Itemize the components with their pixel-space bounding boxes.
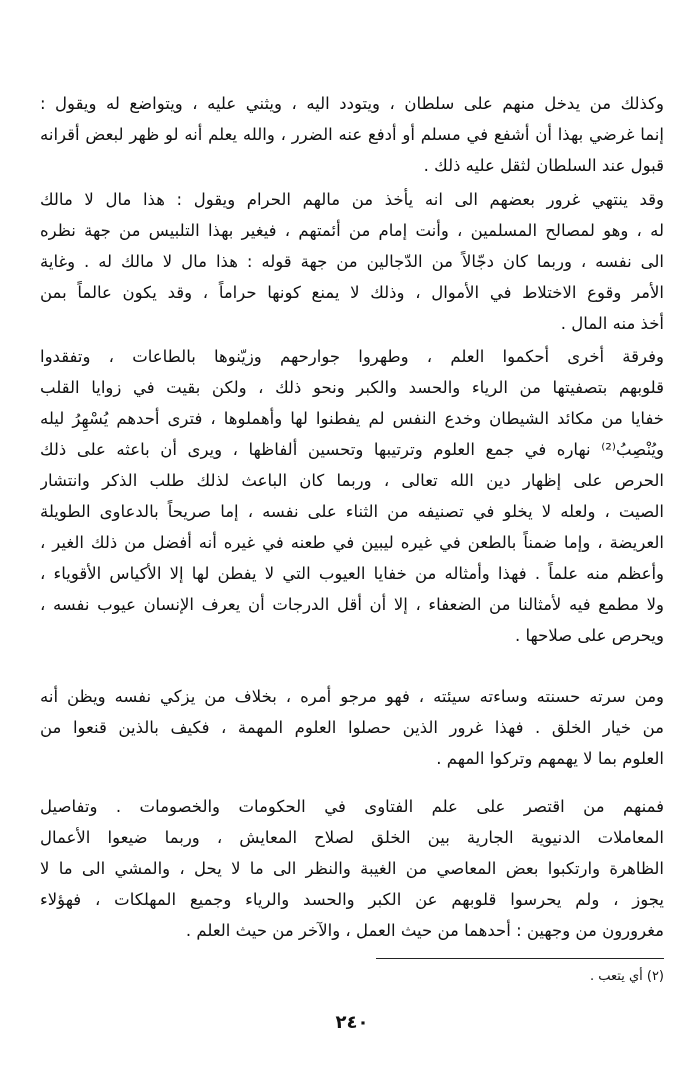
footnote-divider (376, 958, 664, 959)
text-line: العريضة ، وإما ضمناً بالطعن في غيره ليبين في طعنه في غيره أنه أفضل من ذلك الغير ، (40, 533, 664, 552)
text-line: ويُنْصِبُ⁽²⁾ نهاره في جمع العلوم وترتيبها وتحسين ألفاظها ، ويرى أن باعثه على ذلك (40, 440, 664, 459)
text-line: خفايا من مكائد الشيطان وخدع النفس لم يفطنوا لها وأهملوها ، فترى أحدهم يُسْهِرُ ليله (40, 409, 664, 428)
text-line: الظاهرة وارتكبوا بعض المعاصي من الغيبة والنظر الى ما لا يحل ، والمشي الى ما لا (40, 859, 664, 878)
text-line: الصيت ، ولعله لا يخلو في تصنيفه من الثناء على نفسه ، إما صريحاً بالدعاوى الطويلة (40, 502, 664, 521)
text-line: ويحرص على صلاحها . (515, 626, 664, 645)
text-line: ولا مطمع فيه لأمثالنا من الضعفاء ، إلا أن أقل الدرجات أن يعرف الإنسان عيوب نفسه ، (40, 595, 664, 614)
footnote: (٢) أي يتعب . (589, 969, 664, 984)
text-line: قبول عند السلطان لثقل عليه ذلك . (423, 156, 664, 175)
text-line: من خيار الخلق . فهذا غرور الذين حصلوا العلوم المهمة ، فكيف بالذين قنعوا من (40, 718, 664, 737)
text-line: وأعظم منه علماً . فهذا وأمثاله من خفايا العيوب التي لا يفطن لها إلا الأكياس الأقوياء ، (40, 564, 664, 583)
text-line: المعاملات الدنيوية الجارية بين الخلق لصلاح المعايش ، وربما ضيعوا الأعمال (40, 828, 664, 847)
text-line: وكذلك من يدخل منهم على سلطان ، ويتودد اليه ، ويثني عليه ، ويتواضع له ويقول : (40, 94, 664, 113)
text-line: وفرقة أخرى أحكموا العلم ، وطهروا جوارحهم وزيّنوها بالطاعات ، وتفقدوا (40, 347, 664, 366)
paragraph-2 (40, 184, 664, 339)
text-line: وقد ينتهي غرور بعضهم الى انه يأخذ من مالهم الحرام ويقول : هذا مال لا مالك (40, 190, 664, 209)
text-line: له ، وهو لمصالح المسلمين ، وأنت إمام من أئمتهم ، فيغير بهذا التلبيس من جهة نظره (40, 221, 664, 240)
text-line: يجوز ، ولم يحرسوا قلوبهم عن الكبر والحسد والرياء وجميع المهلكات ، فهؤلاء (40, 890, 664, 909)
text-line: فمنهم من اقتصر على علم الفتاوى في الحكومات والخصومات . وتفاصيل (40, 797, 664, 816)
paragraph-1 (40, 88, 664, 181)
book-page (40, 78, 664, 1058)
text-line: أخذ منه المال . (560, 314, 664, 333)
text-line: الأمر وقوع الاختلاط في الأموال ، وذلك لا يمنع كونها حراماً ، وقد يكون عالماً بمن (40, 283, 664, 302)
paragraph-3 (40, 341, 664, 651)
text-line: الحرص على إظهار دين الله تعالى ، وربما كان الباعث لذلك طلب الذكر وانتشار (40, 471, 664, 490)
paragraph-5 (40, 791, 664, 946)
text-line: الى نفسه ، وربما كان دجّالاً من الدّجالين من جهة قوله : هذا مال لا مالك له . وغاية (40, 252, 664, 271)
text-line: مغرورون من وجهين : أحدهما من حيث العمل ، والآخر من حيث العلم . (185, 921, 664, 940)
text-line: إنما غرضي بهذا أن أشفع في مسلم أو أدفع عنه الضرر ، والله يعلم أنه لو ظهر لبعض أقرانه (40, 125, 664, 144)
text-line: قلوبهم بتصفيتها من الرياء والحسد والكبر ونحو ذلك ، ولكن بقيت في زوايا القلب (40, 378, 664, 397)
text-line: العلوم بما لا يهمهم وتركوا المهم . (436, 749, 664, 768)
page-number: ٢٤٠ (335, 1012, 369, 1033)
text-line: ومن سرته حسنته وساءته سيئته ، فهو مرجو أمره ، بخلاف من يزكي نفسه ويظن أنه (40, 687, 664, 706)
paragraph-4 (40, 681, 664, 774)
